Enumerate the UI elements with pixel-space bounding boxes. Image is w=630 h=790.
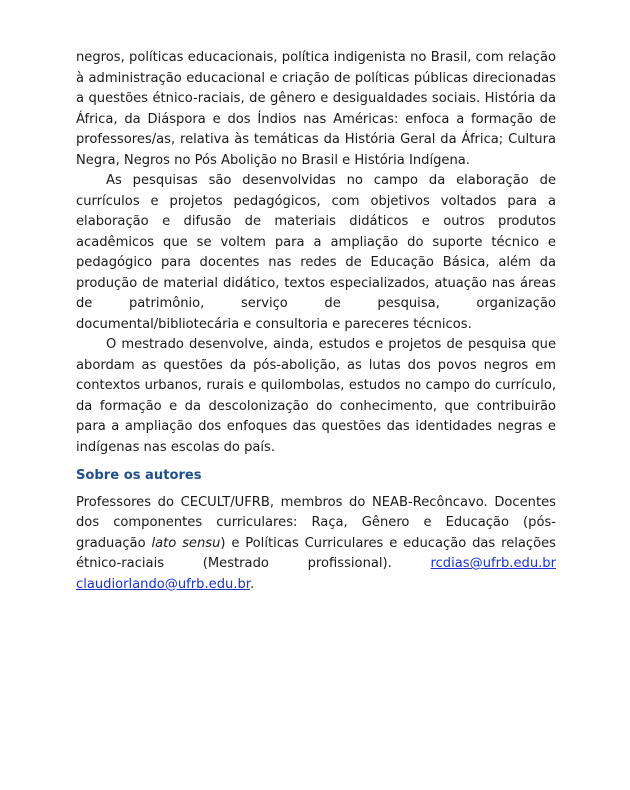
- paragraph-research-lines: negros, políticas educacionais, política indigenista no Brasil, com relação à administração educacional e criação de políticas públicas direcionadas a questões étnico-raciais, de gênero e desigualdades sociais. História da África, da Diáspora e dos Índios nas Américas: enfoca a formação de professores/as, relativa às temáticas da História Geral da África; Cultura Negra, Negros no Pós Abolição no Brasil e História Indígena.: [76, 50, 556, 168]
- email-link-rcdias[interactable]: rcdias@ufrb.edu.br: [430, 556, 556, 571]
- email-link-claudiorlando[interactable]: claudiorlando@ufrb.edu.br: [76, 576, 250, 592]
- authors-text-middle: ) e Políticas Curriculares e educação das relações étnico-raciais (Mestrado profissional).: [76, 535, 556, 571]
- authors-heading: Sobre os autores: [76, 468, 202, 483]
- paragraph-masters-program: O mestrado desenvolve, ainda, estudos e projetos de pesquisa que abordam as questões da pós-abolição, as lutas dos povos negros em contextos urbanos, rurais e quilombolas, estudos no campo do currículo, da formação e da descolonização do conhecimento, que contribuirão para a ampliação dos enfoques das questões das identidades negras e indígenas nas escolas do país.: [76, 337, 556, 455]
- paragraph-research-methods: As pesquisas são desenvolvidas no campo da elaboração de currículos e projetos pedagógicos, com objetivos voltados para a elaboração e difusão de materiais didáticos e outros produtos acadêmicos que se voltem para a ampliação do suporte técnico e pedagógico para docentes nas redes de Educação Básica, além da produção de material didático, textos especializados, atuação nas áreas de patrimônio, serviço de pesquisa, organização documental/bibliotecária e consultoria e pareceres técnicos.: [76, 173, 556, 332]
- document-page: [76, 48, 556, 595]
- authors-end-punctuation: .: [249, 576, 255, 592]
- authors-text-start: Professores do CECULT/UFRB, membros do NEAB-Recôncavo. Docentes dos componentes curriculares: Raça, Gênero e Educação (pós-graduação: [76, 494, 556, 551]
- authors-italic-term: lato sensu: [151, 535, 221, 551]
- authors-paragraph: [76, 493, 556, 596]
